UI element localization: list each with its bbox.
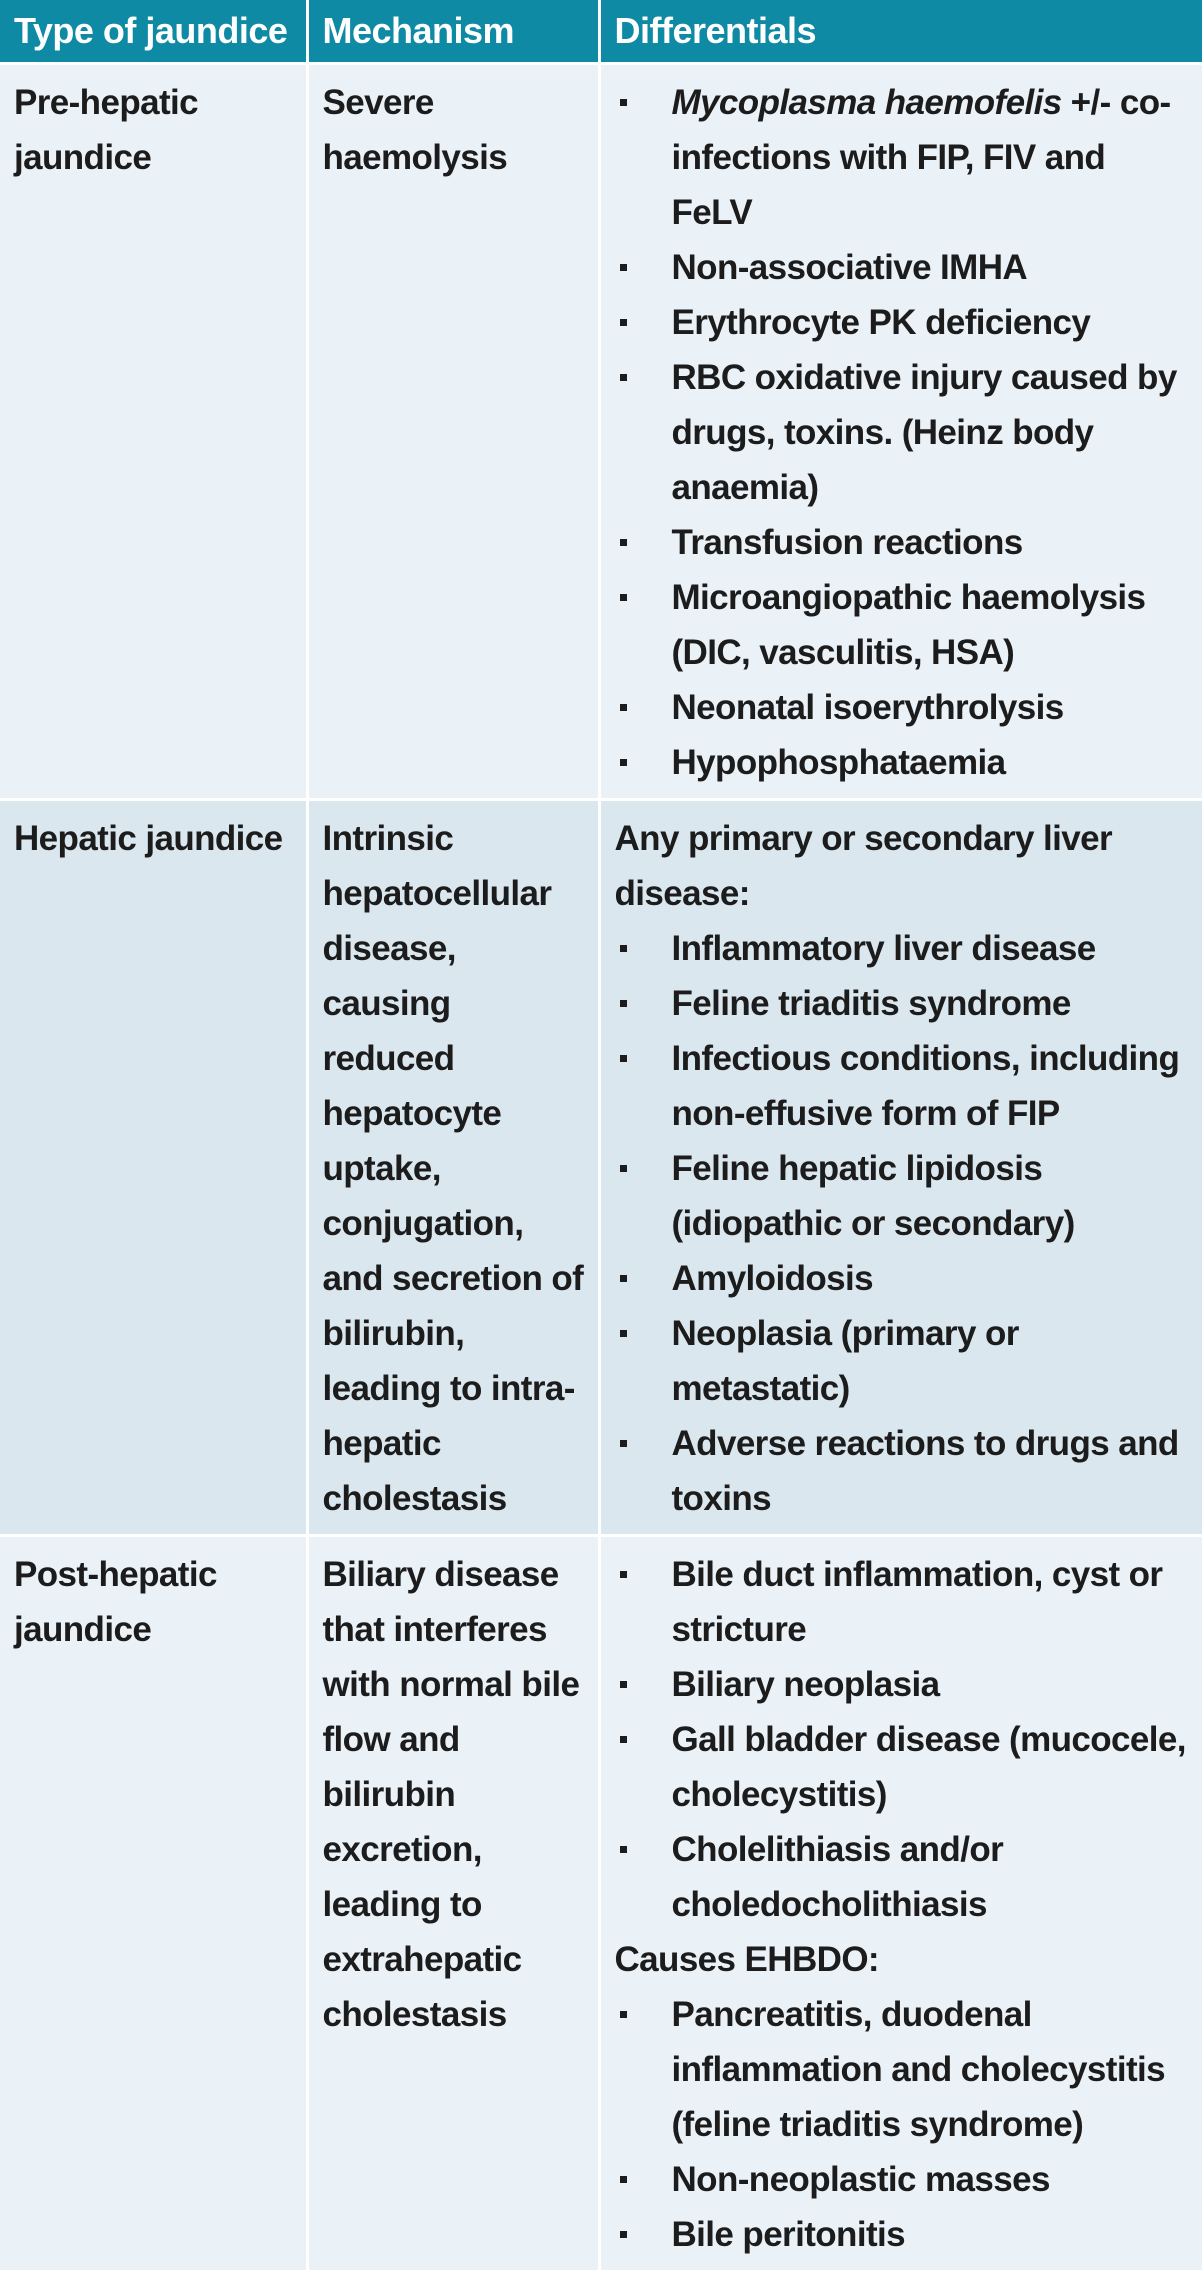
list-item: Feline hepatic lipidosis (idiopathic or secondary) [615,1141,1189,1251]
list-item: RBC oxidative injury caused by drugs, toxins. (Heinz body anaemia) [615,350,1189,515]
list-item: Non-associative IMHA [615,240,1189,295]
mechanism-cell: Severe haemolysis [307,64,599,800]
differentials-intro: Any primary or secondary liver disease: [614,819,1112,913]
differentials-cell [599,1536,1202,2272]
header-type: Type of jaundice [0,0,307,64]
list-item: Neoplasia (primary or metastatic) [615,1306,1189,1416]
table-row-post-hepatic [0,1536,1202,2272]
type-cell: Hepatic jaundice [0,800,307,1536]
differentials-cell [599,64,1202,800]
header-row [0,0,1202,64]
organism-name: Mycoplasma haemofelis [671,83,1062,122]
list-item: Amyloidosis [615,1251,1189,1306]
list-item: Feline triaditis syndrome [615,976,1189,1031]
list-item: Inflammatory liver disease [615,921,1189,976]
table-row-hepatic [0,800,1202,1536]
list-item: Infectious conditions, including non-effusive form of FIP [615,1031,1189,1141]
list-item: Bile duct inflammation, cyst or stricture [615,1547,1189,1657]
list-item: Cholelithiasis and/or choledocholithiasis [615,1822,1189,1932]
list-item: Erythrocyte PK deficiency [615,295,1189,350]
type-cell: Pre-hepatic jaundice [0,64,307,800]
differentials-list [615,921,1189,1526]
mechanism-cell: Intrinsic hepatocellular disease, causing reduced hepatocyte uptake, conjugation, and secretion of bilirubin, leading to intra-hepatic cholestasis [307,800,599,1536]
list-item: Microangiopathic haemolysis (DIC, vasculitis, HSA) [615,570,1189,680]
differentials-cell [599,800,1202,1536]
header-mechanism: Mechanism [307,0,599,64]
list-item-text: +/- co-infections with FIP, FIV and FeLV [671,83,1171,232]
list-item: Hypophosphataemia [615,735,1189,790]
list-item: Non-neoplastic masses [615,2152,1189,2207]
list-item [615,75,1189,240]
list-item: Neonatal isoerythrolysis [615,680,1189,735]
differentials-subheading: Causes EHBDO: [614,1940,879,1979]
differentials-list [615,75,1189,790]
list-item: Biliary neoplasia [615,1657,1189,1712]
differentials-list [615,1547,1189,1932]
list-item: Adverse reactions to drugs and toxins [615,1416,1189,1526]
table-row-pre-hepatic [0,64,1202,800]
mechanism-cell: Biliary disease that interferes with normal bile flow and bilirubin excretion, leading to extrahepatic cholestasis [307,1536,599,2272]
header-differentials: Differentials [599,0,1202,64]
list-item: Bile peritonitis [615,2207,1189,2262]
differentials-list-ehbdo [615,1987,1189,2262]
list-item: Transfusion reactions [615,515,1189,570]
list-item: Pancreatitis, duodenal inflammation and cholecystitis (feline triaditis syndrome) [615,1987,1189,2152]
type-cell: Post-hepatic jaundice [0,1536,307,2272]
list-item: Gall bladder disease (mucocele, cholecystitis) [615,1712,1189,1822]
